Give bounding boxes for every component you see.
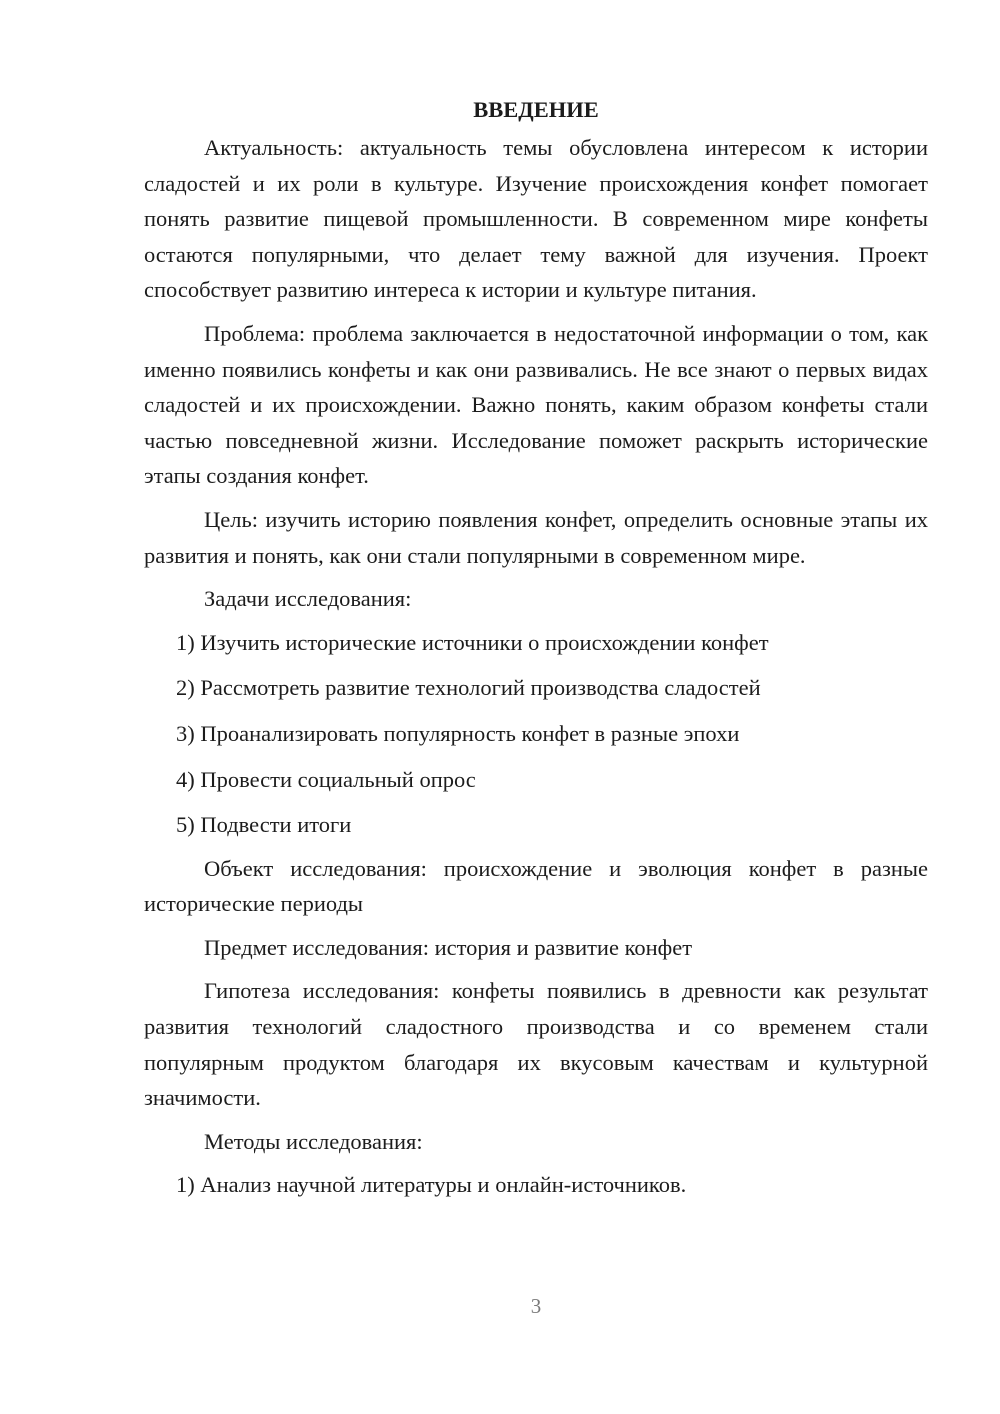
methods-title: Методы исследования: [204,1128,423,1154]
problem-paragraph: Проблема: проблема заключается в недостаточной информации о том, как именно появились конфеты и как они развивались. Не все знают о первых видах сладостей и их происхождении. Важно понять, каким образом конфеты стали частью повседневной жизни. Исследование поможет раскрыть исторические этапы создания конфет. [144,320,928,489]
task-item: 2) Рассмотреть развитие технологий производства сладостей [176,675,761,701]
hypothesis-paragraph: Гипотеза исследования: конфеты появились в древности как результат развития технологий сладостного производства и со временем стали популярным продуктом благодаря их вкусовым качествам и культурной значимости. [144,978,928,1111]
actuality-paragraph: Актуальность: актуальность темы обусловлена интересом к истории сладостей и их роли в культуре. Изучение происхождения конфет помогает понять развитие пищевой промышленности. В современном мире конфеты остаются популярными, что делает тему важной для изучения. Проект способствует развитию интереса к истории и культуре питания. [144,135,928,303]
section-heading: ВВЕДЕНИЕ [473,97,599,122]
page-number: 3 [530,1294,542,1318]
method-item: 1) Анализ научной литературы и онлайн-источников. [176,1172,687,1198]
goal-paragraph: Цель: изучить историю появления конфет, определить основные этапы их развития и понять, как они стали популярными в современном мире. [144,506,928,568]
task-item: 1) Изучить исторические источники о происхождении конфет [176,629,769,655]
object-paragraph: Объект исследования: происхождение и эволюция конфет в разные исторические периоды [144,855,928,917]
task-item: 4) Провести социальный опрос [176,766,476,792]
tasks-list [144,625,928,843]
subject-paragraph: Предмет исследования: история и развитие конфет [204,934,693,960]
task-item: 3) Проанализировать популярность конфет в разные эпохи [176,720,740,746]
methods-list [144,1167,928,1203]
tasks-title: Задачи исследования: [204,586,412,612]
document-page [144,92,928,1211]
task-item: 5) Подвести итоги [176,812,352,838]
